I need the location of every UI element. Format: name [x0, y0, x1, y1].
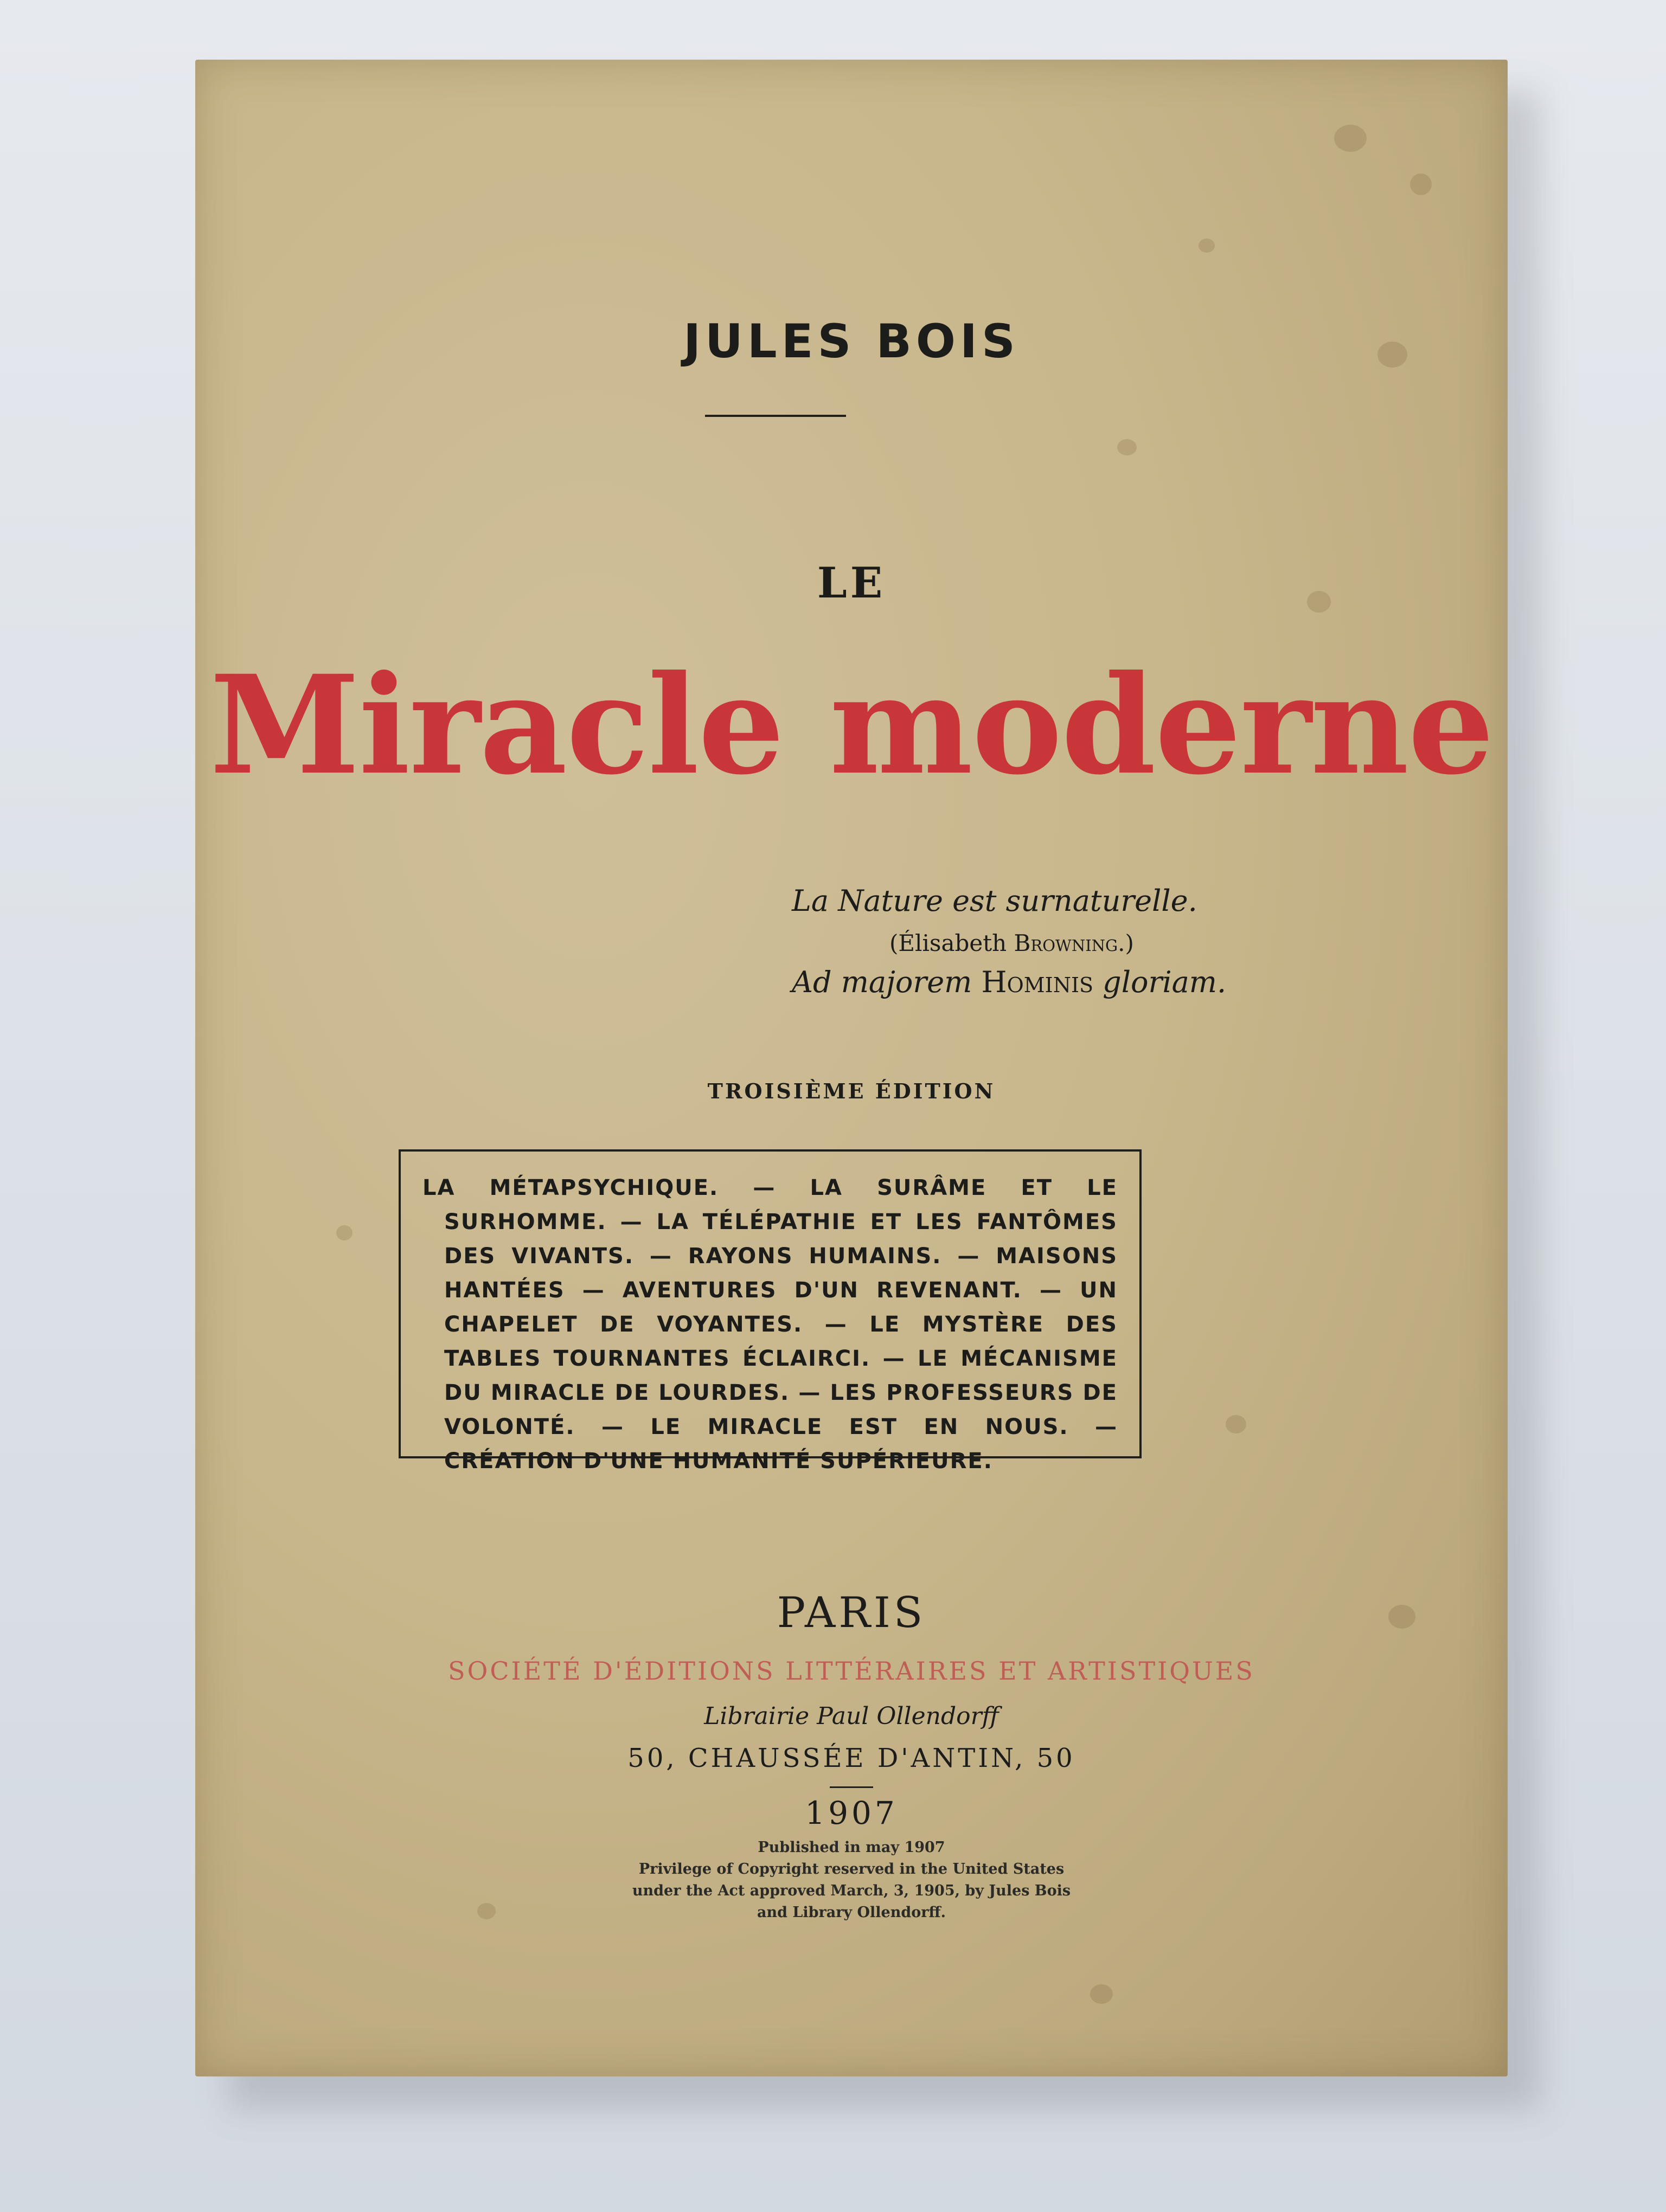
title-article: LE: [817, 558, 886, 608]
copyright-line: and Library Ollendorff.: [757, 1904, 946, 1921]
author-name: JULES BOIS: [683, 314, 1020, 369]
publisher-address: 50, CHAUSSÉE D'ANTIN, 50: [627, 1743, 1075, 1773]
contents-text: LA MÉTAPSYCHIQUE. — LA SURÂME ET LE SURHOMME. — LA TÉLÉPATHIE ET LES FANTÔMES DES VIVANTS. — RAYONS HUMAINS. — MAISONS HANTÉES — AVENTURES D'UN REVENANT. — UN CHAPELET DE VOYANTES. — LE MYSTÈRE DES TABLES TOURNANTES ÉCLAIRCI. — LE MÉCANISME DU MIRACLE DE LOURDES. — LES PROFESSEURS DE VOLONTÉ. — LE MIRACLE EST EN NOUS. — CRÉATION D'UNE HUMANITÉ SUPÉRIEURE.: [422, 1175, 1118, 1474]
publication-year: 1907: [805, 1795, 898, 1831]
bookshop-name: Librairie Paul Ollendorff: [704, 1702, 999, 1730]
edition-label: TROISIÈME ÉDITION: [707, 1079, 996, 1103]
epigraph-motto: Ad majorem Hominis gloriam.: [792, 965, 1227, 999]
contents-box: [399, 1149, 1142, 1474]
book-cover: [195, 60, 1508, 2076]
publication-city: PARIS: [777, 1589, 926, 1637]
year-rule: [830, 1786, 873, 1788]
epigraph-attribution: (Élisabeth Browning.): [889, 930, 1134, 956]
publisher-name: SOCIÉTÉ D'ÉDITIONS LITTÉRAIRES ET ARTISTIQUES: [448, 1656, 1255, 1686]
author-rule: [705, 415, 846, 417]
copyright-line: under the Act approved March, 3, 1905, by Jules Bois: [632, 1882, 1071, 1899]
copyright-line: Privilege of Copyright reserved in the United States: [638, 1861, 1065, 1877]
copyright-notice: [195, 1837, 1508, 1924]
copyright-line: Published in may 1907: [758, 1839, 945, 1856]
book-title: Miracle moderne: [209, 645, 1494, 805]
epigraph-quote: La Nature est surnaturelle.: [792, 884, 1197, 918]
